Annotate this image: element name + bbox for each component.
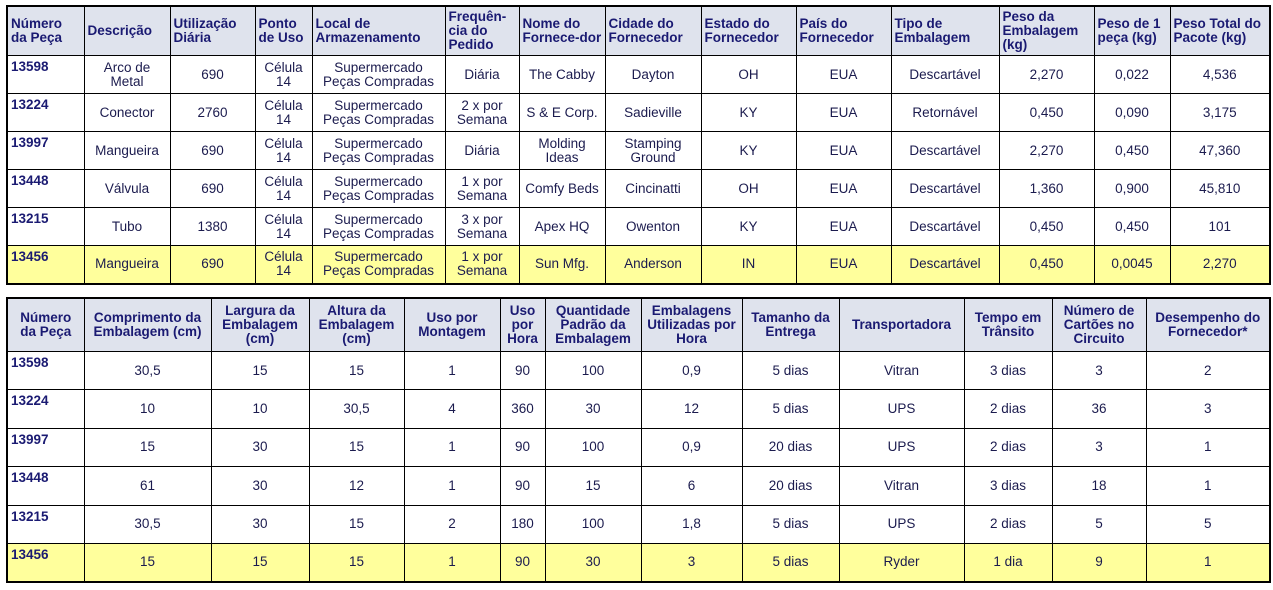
table-cell: Diária bbox=[445, 132, 519, 170]
table-cell: 45,810 bbox=[1170, 170, 1270, 208]
table-cell: EUA bbox=[796, 56, 891, 94]
table-cell: 47,360 bbox=[1170, 132, 1270, 170]
table-cell: 30,5 bbox=[84, 505, 211, 543]
table-cell: 2 x por Semana bbox=[445, 94, 519, 132]
table-cell: Descartável bbox=[891, 246, 999, 284]
table-cell: Owenton bbox=[605, 208, 701, 246]
table-cell: 30 bbox=[211, 428, 309, 466]
table-cell: 15 bbox=[309, 352, 404, 390]
table-cell: 90 bbox=[500, 352, 545, 390]
table2-header-cell: Tempo em Trânsito bbox=[964, 298, 1052, 352]
table-cell: Tubo bbox=[84, 208, 170, 246]
table-cell: 1 x por Semana bbox=[445, 170, 519, 208]
table2-header-cell: Altura da Embalagem (cm) bbox=[309, 298, 404, 352]
table-cell: 3 bbox=[1052, 352, 1146, 390]
table-cell: 1 bbox=[404, 352, 500, 390]
table-cell: 90 bbox=[500, 428, 545, 466]
table-cell: 4 bbox=[404, 390, 500, 428]
table-cell: 6 bbox=[641, 467, 742, 505]
table-cell: 0,450 bbox=[999, 246, 1094, 284]
table-cell: 12 bbox=[309, 467, 404, 505]
part-number-cell: 13456 bbox=[7, 543, 84, 581]
table-cell: 690 bbox=[170, 132, 255, 170]
table-cell: 0,090 bbox=[1094, 94, 1170, 132]
table-row bbox=[7, 94, 1270, 132]
table-cell: 10 bbox=[211, 390, 309, 428]
part-number-cell: 13997 bbox=[7, 132, 84, 170]
table-row bbox=[7, 352, 1270, 390]
table-cell: 0,9 bbox=[641, 352, 742, 390]
table-cell: 2 bbox=[404, 505, 500, 543]
table-cell: 1 dia bbox=[964, 543, 1052, 581]
table-cell: EUA bbox=[796, 94, 891, 132]
table1-header-cell: Utilização Diária bbox=[170, 6, 255, 56]
table-cell: 36 bbox=[1052, 390, 1146, 428]
table-cell: 100 bbox=[545, 428, 641, 466]
table-cell: Cincinatti bbox=[605, 170, 701, 208]
table-cell: 20 dias bbox=[742, 467, 839, 505]
table-cell: 0,450 bbox=[1094, 132, 1170, 170]
table-cell: Dayton bbox=[605, 56, 701, 94]
table-cell: Molding Ideas bbox=[519, 132, 605, 170]
table1-header-cell: Peso Total do Pacote (kg) bbox=[1170, 6, 1270, 56]
table-cell: Ryder bbox=[839, 543, 964, 581]
table-cell: 1 bbox=[1146, 428, 1270, 466]
table1-header-cell: Descrição bbox=[84, 6, 170, 56]
table-cell: 2 dias bbox=[964, 390, 1052, 428]
table1-header-cell: Nome do Fornece-dor bbox=[519, 6, 605, 56]
table-cell: 100 bbox=[545, 505, 641, 543]
table-cell: Retornável bbox=[891, 94, 999, 132]
table-row bbox=[7, 543, 1270, 581]
table2-header-cell: Tamanho da Entrega bbox=[742, 298, 839, 352]
table1-header-cell: Ponto de Uso bbox=[255, 6, 312, 56]
table1-header-cell: País do Fornecedor bbox=[796, 6, 891, 56]
table-cell: 690 bbox=[170, 56, 255, 94]
table-cell: 690 bbox=[170, 246, 255, 284]
table-cell: Arco de Metal bbox=[84, 56, 170, 94]
table-cell: 101 bbox=[1170, 208, 1270, 246]
table-cell: 3 bbox=[1146, 390, 1270, 428]
table-cell: 180 bbox=[500, 505, 545, 543]
table-cell: 15 bbox=[211, 352, 309, 390]
table-cell: 2760 bbox=[170, 94, 255, 132]
table-cell: UPS bbox=[839, 390, 964, 428]
table-cell: Apex HQ bbox=[519, 208, 605, 246]
table2-header-cell: Uso por Hora bbox=[500, 298, 545, 352]
table-cell: Célula 14 bbox=[255, 170, 312, 208]
table-cell: The Cabby bbox=[519, 56, 605, 94]
table-cell: 61 bbox=[84, 467, 211, 505]
table-cell: 1 bbox=[1146, 543, 1270, 581]
table-cell: 100 bbox=[545, 352, 641, 390]
table-cell: Célula 14 bbox=[255, 94, 312, 132]
table-cell: 0,9 bbox=[641, 428, 742, 466]
table-row bbox=[7, 390, 1270, 428]
part-number-cell: 13598 bbox=[7, 352, 84, 390]
table-cell: 30,5 bbox=[309, 390, 404, 428]
table-cell: Conector bbox=[84, 94, 170, 132]
table-cell: 30 bbox=[211, 467, 309, 505]
table-cell: KY bbox=[701, 132, 796, 170]
table-cell: Supermercado Peças Compradas bbox=[312, 170, 445, 208]
table-cell: Célula 14 bbox=[255, 246, 312, 284]
table-cell: Anderson bbox=[605, 246, 701, 284]
table-cell: 9 bbox=[1052, 543, 1146, 581]
table-cell: OH bbox=[701, 170, 796, 208]
table1-body bbox=[7, 56, 1270, 284]
part-number-cell: 13215 bbox=[7, 505, 84, 543]
table-cell: Supermercado Peças Compradas bbox=[312, 246, 445, 284]
table-cell: Vitran bbox=[839, 352, 964, 390]
table-cell: 5 dias bbox=[742, 505, 839, 543]
table2-header-cell: Embalagens Utilizadas por Hora bbox=[641, 298, 742, 352]
table1-header-cell: Peso de 1 peça (kg) bbox=[1094, 6, 1170, 56]
table-row bbox=[7, 505, 1270, 543]
part-number-cell: 13215 bbox=[7, 208, 84, 246]
table-row bbox=[7, 170, 1270, 208]
table-cell: 0,450 bbox=[999, 94, 1094, 132]
table2-header-cell: Desempenho do Fornecedor* bbox=[1146, 298, 1270, 352]
part-number-cell: 13456 bbox=[7, 246, 84, 284]
table-cell: 15 bbox=[84, 543, 211, 581]
table-cell: Célula 14 bbox=[255, 208, 312, 246]
table-cell: 1 bbox=[404, 428, 500, 466]
table-cell: 3 dias bbox=[964, 352, 1052, 390]
table2-header-row bbox=[7, 298, 1270, 352]
table-cell: 3 x por Semana bbox=[445, 208, 519, 246]
part-number-cell: 13448 bbox=[7, 170, 84, 208]
table-cell: 30,5 bbox=[84, 352, 211, 390]
table1-header-cell: Peso da Embalagem (kg) bbox=[999, 6, 1094, 56]
table-cell: IN bbox=[701, 246, 796, 284]
table-cell: EUA bbox=[796, 208, 891, 246]
table-cell: 5 bbox=[1146, 505, 1270, 543]
table-cell: Descartável bbox=[891, 170, 999, 208]
table1-header-cell: Local de Armazenamento bbox=[312, 6, 445, 56]
table2-header-cell: Comprimento da Embalagem (cm) bbox=[84, 298, 211, 352]
parts-supplier-table bbox=[6, 5, 1271, 285]
table-cell: EUA bbox=[796, 246, 891, 284]
table-cell: 690 bbox=[170, 170, 255, 208]
table-cell: 90 bbox=[500, 543, 545, 581]
table-cell: 1380 bbox=[170, 208, 255, 246]
table1-header-cell: Tipo de Embalagem bbox=[891, 6, 999, 56]
table-cell: 2 dias bbox=[964, 428, 1052, 466]
table-cell: 0,450 bbox=[1094, 208, 1170, 246]
table2-header-cell: Largura da Embalagem (cm) bbox=[211, 298, 309, 352]
table-cell: Supermercado Peças Compradas bbox=[312, 56, 445, 94]
table-cell: Sadieville bbox=[605, 94, 701, 132]
table-cell: 20 dias bbox=[742, 428, 839, 466]
table-cell: 1 bbox=[1146, 467, 1270, 505]
table-cell: 15 bbox=[309, 543, 404, 581]
part-number-cell: 13598 bbox=[7, 56, 84, 94]
table-cell: Stamping Ground bbox=[605, 132, 701, 170]
table-cell: 0,022 bbox=[1094, 56, 1170, 94]
table1-header-cell: Número da Peça bbox=[7, 6, 84, 56]
table-cell: Vitran bbox=[839, 467, 964, 505]
table2-header-cell: Número de Cartões no Circuito bbox=[1052, 298, 1146, 352]
table-row bbox=[7, 56, 1270, 94]
table-cell: Descartável bbox=[891, 56, 999, 94]
table-cell: 15 bbox=[545, 467, 641, 505]
table-cell: 2,270 bbox=[1170, 246, 1270, 284]
table-cell: Supermercado Peças Compradas bbox=[312, 132, 445, 170]
table-cell: 0,450 bbox=[999, 208, 1094, 246]
table-cell: Sun Mfg. bbox=[519, 246, 605, 284]
table-cell: 1,360 bbox=[999, 170, 1094, 208]
table-cell: EUA bbox=[796, 170, 891, 208]
table-cell: 5 dias bbox=[742, 352, 839, 390]
table-cell: UPS bbox=[839, 505, 964, 543]
table-cell: 18 bbox=[1052, 467, 1146, 505]
table-cell: 360 bbox=[500, 390, 545, 428]
table2-header-cell: Número da Peça bbox=[7, 298, 84, 352]
table-row bbox=[7, 132, 1270, 170]
table-cell: Válvula bbox=[84, 170, 170, 208]
table-cell: EUA bbox=[796, 132, 891, 170]
table-cell: 5 bbox=[1052, 505, 1146, 543]
table-cell: 15 bbox=[309, 505, 404, 543]
table-row bbox=[7, 428, 1270, 466]
table-cell: 90 bbox=[500, 467, 545, 505]
table-cell: 1 x por Semana bbox=[445, 246, 519, 284]
table1-header-cell: Estado do Fornecedor bbox=[701, 6, 796, 56]
table-cell: KY bbox=[701, 94, 796, 132]
table-cell: Descartável bbox=[891, 208, 999, 246]
part-number-cell: 13448 bbox=[7, 467, 84, 505]
table2-header-cell: Quantidade Padrão da Embalagem bbox=[545, 298, 641, 352]
table-cell: Diária bbox=[445, 56, 519, 94]
table1-header-cell: Frequên-cia do Pedido bbox=[445, 6, 519, 56]
table-cell: OH bbox=[701, 56, 796, 94]
table-cell: 1 bbox=[404, 467, 500, 505]
table-cell: 3 bbox=[641, 543, 742, 581]
table-row bbox=[7, 208, 1270, 246]
table-cell: KY bbox=[701, 208, 796, 246]
table2-body bbox=[7, 352, 1270, 582]
table1-header-row bbox=[7, 6, 1270, 56]
table-cell: Célula 14 bbox=[255, 56, 312, 94]
table-cell: 2 bbox=[1146, 352, 1270, 390]
table-cell: 30 bbox=[545, 390, 641, 428]
table-cell: 30 bbox=[545, 543, 641, 581]
table-cell: 3,175 bbox=[1170, 94, 1270, 132]
table-cell: Mangueira bbox=[84, 246, 170, 284]
table2-header-cell: Transportadora bbox=[839, 298, 964, 352]
table-row bbox=[7, 246, 1270, 284]
table-cell: UPS bbox=[839, 428, 964, 466]
table-cell: Comfy Beds bbox=[519, 170, 605, 208]
table-row bbox=[7, 467, 1270, 505]
table1-header-cell: Cidade do Fornecedor bbox=[605, 6, 701, 56]
table-cell: 4,536 bbox=[1170, 56, 1270, 94]
table-cell: S & E Corp. bbox=[519, 94, 605, 132]
table-cell: Célula 14 bbox=[255, 132, 312, 170]
table-cell: 15 bbox=[211, 543, 309, 581]
table-cell: Supermercado Peças Compradas bbox=[312, 94, 445, 132]
table-cell: 5 dias bbox=[742, 543, 839, 581]
part-number-cell: 13997 bbox=[7, 428, 84, 466]
table-cell: 10 bbox=[84, 390, 211, 428]
part-number-cell: 13224 bbox=[7, 94, 84, 132]
table-cell: 12 bbox=[641, 390, 742, 428]
table-cell: 30 bbox=[211, 505, 309, 543]
table-cell: Descartável bbox=[891, 132, 999, 170]
table-cell: 0,900 bbox=[1094, 170, 1170, 208]
table-cell: 0,0045 bbox=[1094, 246, 1170, 284]
table-cell: 2,270 bbox=[999, 132, 1094, 170]
table-cell: 5 dias bbox=[742, 390, 839, 428]
table-cell: 3 bbox=[1052, 428, 1146, 466]
table-cell: Mangueira bbox=[84, 132, 170, 170]
table-cell: 1,8 bbox=[641, 505, 742, 543]
table-cell: 1 bbox=[404, 543, 500, 581]
table-cell: Supermercado Peças Compradas bbox=[312, 208, 445, 246]
table-cell: 3 dias bbox=[964, 467, 1052, 505]
table-cell: 2 dias bbox=[964, 505, 1052, 543]
part-number-cell: 13224 bbox=[7, 390, 84, 428]
table-cell: 15 bbox=[309, 428, 404, 466]
table-cell: 15 bbox=[84, 428, 211, 466]
table2-header-cell: Uso por Montagem bbox=[404, 298, 500, 352]
packaging-transport-table bbox=[6, 297, 1271, 583]
table-cell: 2,270 bbox=[999, 56, 1094, 94]
